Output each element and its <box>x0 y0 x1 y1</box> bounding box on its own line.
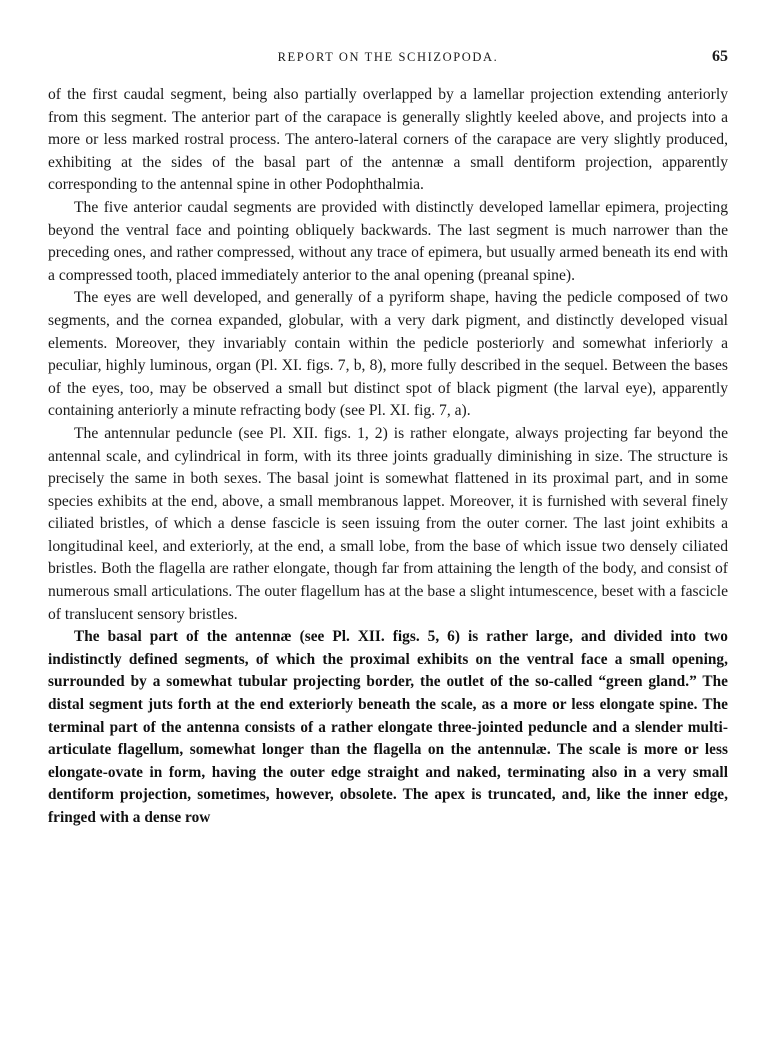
paragraph-caudal-segments: The five anterior caudal segments are provided with distinctly developed lamellar epimera, projecting beyond the ventral face and pointing obliquely backwards. The last segment is much narrower than the preceding ones, and rather compressed, without any trace of epimera, but usually armed beneath its end with a compressed tooth, placed immediately anterior to the anal opening (preanal spine). <box>48 198 728 284</box>
paragraph-antennae: The basal part of the antennæ (see Pl. XII. figs. 5, 6) is rather large, and divided into two indistinctly defined segments, of which the proximal exhibits on the ventral face a small opening, surrounded by a somewhat tubular projecting border, the outlet of the so-called “green gland.” The distal segment juts forth at the end exteriorly beneath the scale, as a more or less elongate spine. The terminal part of the antenna consists of a rather elongate three-jointed peduncle and a slender multi-articulate flagellum, somewhat longer than the flagella on the antennulæ. The scale is more or less elongate-ovate in form, having the outer edge straight and naked, terminating also in a very small dentiform projection, sometimes, however, obsolete. The apex is truncated, and, like the inner edge, fringed with a dense row <box>48 628 728 826</box>
page-number: 65 <box>712 48 728 65</box>
paragraph-eyes: The eyes are well developed, and generally of a pyriform shape, having the pedicle composed of two segments, and the cornea expanded, globular, with a very dark pigment, and distinctly developed visual elements. Moreover, they invariably contain within the pedicle posteriorly and somewhat inferiorly a peculiar, highly luminous, organ (Pl. XI. figs. 7, b, 8), more fully described in the sequel. Between the bases of the eyes, too, may be observed a small but distinct spot of black pigment (the larval eye), apparently containing anteriorly a minute refracting body (see Pl. XI. fig. 7, a). <box>48 289 728 420</box>
paragraph-antennular-peduncle: The antennular peduncle (see Pl. XII. figs. 1, 2) is rather elongate, always projecting far beyond the antennal scale, and cylindrical in form, with its three joints gradually diminishing in size. The structure is precisely the same in both sexes. The basal joint is somewhat flattened in its proximal part, and in some species exhibits at the end, above, a small membranous lappet. Moreover, it is furnished with several finely ciliated bristles, of which a dense fascicle is seen issuing from the outer corner. The last joint exhibits a longitudinal keel, and exteriorly, at the end, a small lobe, from the base of which issue two densely ciliated bristles. Both the flagella are rather elongate, though far from attaining the length of the body, and consist of numerous small articulations. The outer flagellum has at the base a slight intumescence, beset with a fascicle of translucent sensory bristles. <box>48 424 728 623</box>
body-text <box>48 84 728 830</box>
page-header <box>48 48 728 70</box>
paragraph-carapace: of the first caudal segment, being also partially overlapped by a lamellar projection extending anteriorly from this segment. The anterior part of the carapace is generally slightly keeled above, and projects into a more or less marked rostral process. The antero-lateral corners of the carapace are very slightly produced, exhibiting at the sides of the basal part of the antennæ a small dentiform projection, apparently corresponding to the antennal spine in other Podophthalmia. <box>48 86 728 194</box>
running-title: REPORT ON THE SCHIZOPODA. <box>277 50 499 64</box>
